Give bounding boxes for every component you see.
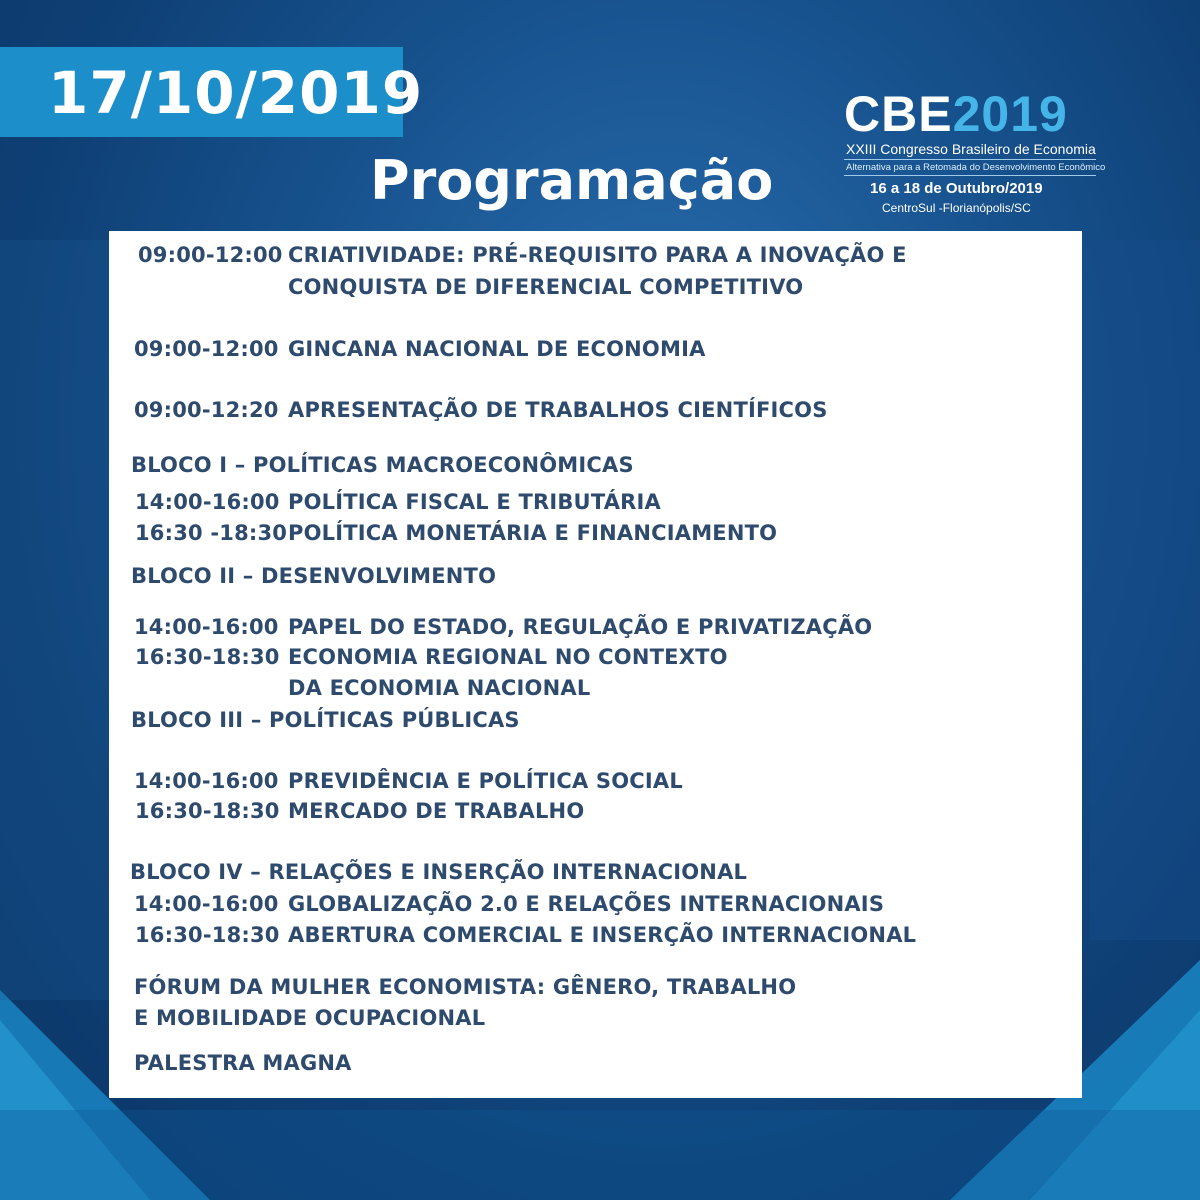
schedule-text: CONQUISTA DE DIFERENCIAL COMPETITIVO (288, 275, 804, 299)
schedule-text: APRESENTAÇÃO DE TRABALHOS CIENTÍFICOS (288, 398, 828, 422)
schedule-text: CRIATIVIDADE: PRÉ-REQUISITO PARA A INOVAÇÃO E (288, 243, 907, 267)
schedule-text: PREVIDÊNCIA E POLÍTICA SOCIAL (288, 769, 683, 793)
logo-subtitle: XXIII Congresso Brasileiro de Economia (846, 141, 1096, 157)
block-title: E MOBILIDADE OCUPACIONAL (134, 1006, 486, 1030)
block-title: BLOCO II – DESENVOLVIMENTO (131, 564, 497, 588)
event-date: 17/10/2019 (48, 59, 424, 127)
schedule-time: 09:00-12:00 (138, 243, 283, 267)
schedule-time: 09:00-12:20 (134, 398, 279, 422)
schedule-text: DA ECONOMIA NACIONAL (288, 676, 591, 700)
logo-dates: 16 a 18 de Outubro/2019 (870, 180, 1043, 197)
schedule-text: PAPEL DO ESTADO, REGULAÇÃO E PRIVATIZAÇÃO (288, 615, 873, 639)
block-title: BLOCO III – POLÍTICAS PÚBLICAS (131, 708, 520, 732)
schedule-time: 14:00-16:00 (135, 490, 280, 514)
logo-divider (844, 175, 1096, 176)
logo-tagline: Alternativa para a Retomada do Desenvolvimento Econômico (846, 162, 1106, 173)
block-title: PALESTRA MAGNA (134, 1051, 352, 1075)
schedule-time: 09:00-12:00 (134, 337, 279, 361)
cbe-logo (840, 85, 1106, 225)
schedule-time: 16:30-18:30 (135, 645, 280, 669)
block-title: BLOCO I – POLÍTICAS MACROECONÔMICAS (131, 453, 634, 477)
schedule-time: 14:00-16:00 (134, 892, 279, 916)
logo-place: CentroSul -Florianópolis/SC (882, 201, 1031, 215)
schedule-text: MERCADO DE TRABALHO (288, 799, 585, 823)
schedule-text: ABERTURA COMERCIAL E INSERÇÃO INTERNACIONAL (288, 923, 917, 947)
schedule-time: 16:30 -18:30 (135, 521, 288, 545)
logo-wordmark: CBE2019 (844, 86, 1068, 142)
schedule-time: 14:00-16:00 (134, 769, 279, 793)
schedule-time: 16:30-18:30 (135, 923, 280, 947)
schedule-time: 16:30-18:30 (135, 799, 280, 823)
logo-divider (844, 159, 1096, 160)
schedule-text: POLÍTICA MONETÁRIA E FINANCIAMENTO (288, 521, 778, 545)
block-title: FÓRUM DA MULHER ECONOMISTA: GÊNERO, TRABALHO (134, 975, 797, 999)
schedule-text: GLOBALIZAÇÃO 2.0 E RELAÇÕES INTERNACIONAIS (288, 892, 885, 916)
schedule-text: GINCANA NACIONAL DE ECONOMIA (288, 337, 706, 361)
schedule-text: ECONOMIA REGIONAL NO CONTEXTO (288, 645, 728, 669)
page-title: Programação (370, 149, 774, 212)
block-title: BLOCO IV – RELAÇÕES E INSERÇÃO INTERNACIONAL (130, 860, 748, 884)
schedule-text: POLÍTICA FISCAL E TRIBUTÁRIA (288, 490, 661, 514)
schedule-time: 14:00-16:00 (134, 615, 279, 639)
